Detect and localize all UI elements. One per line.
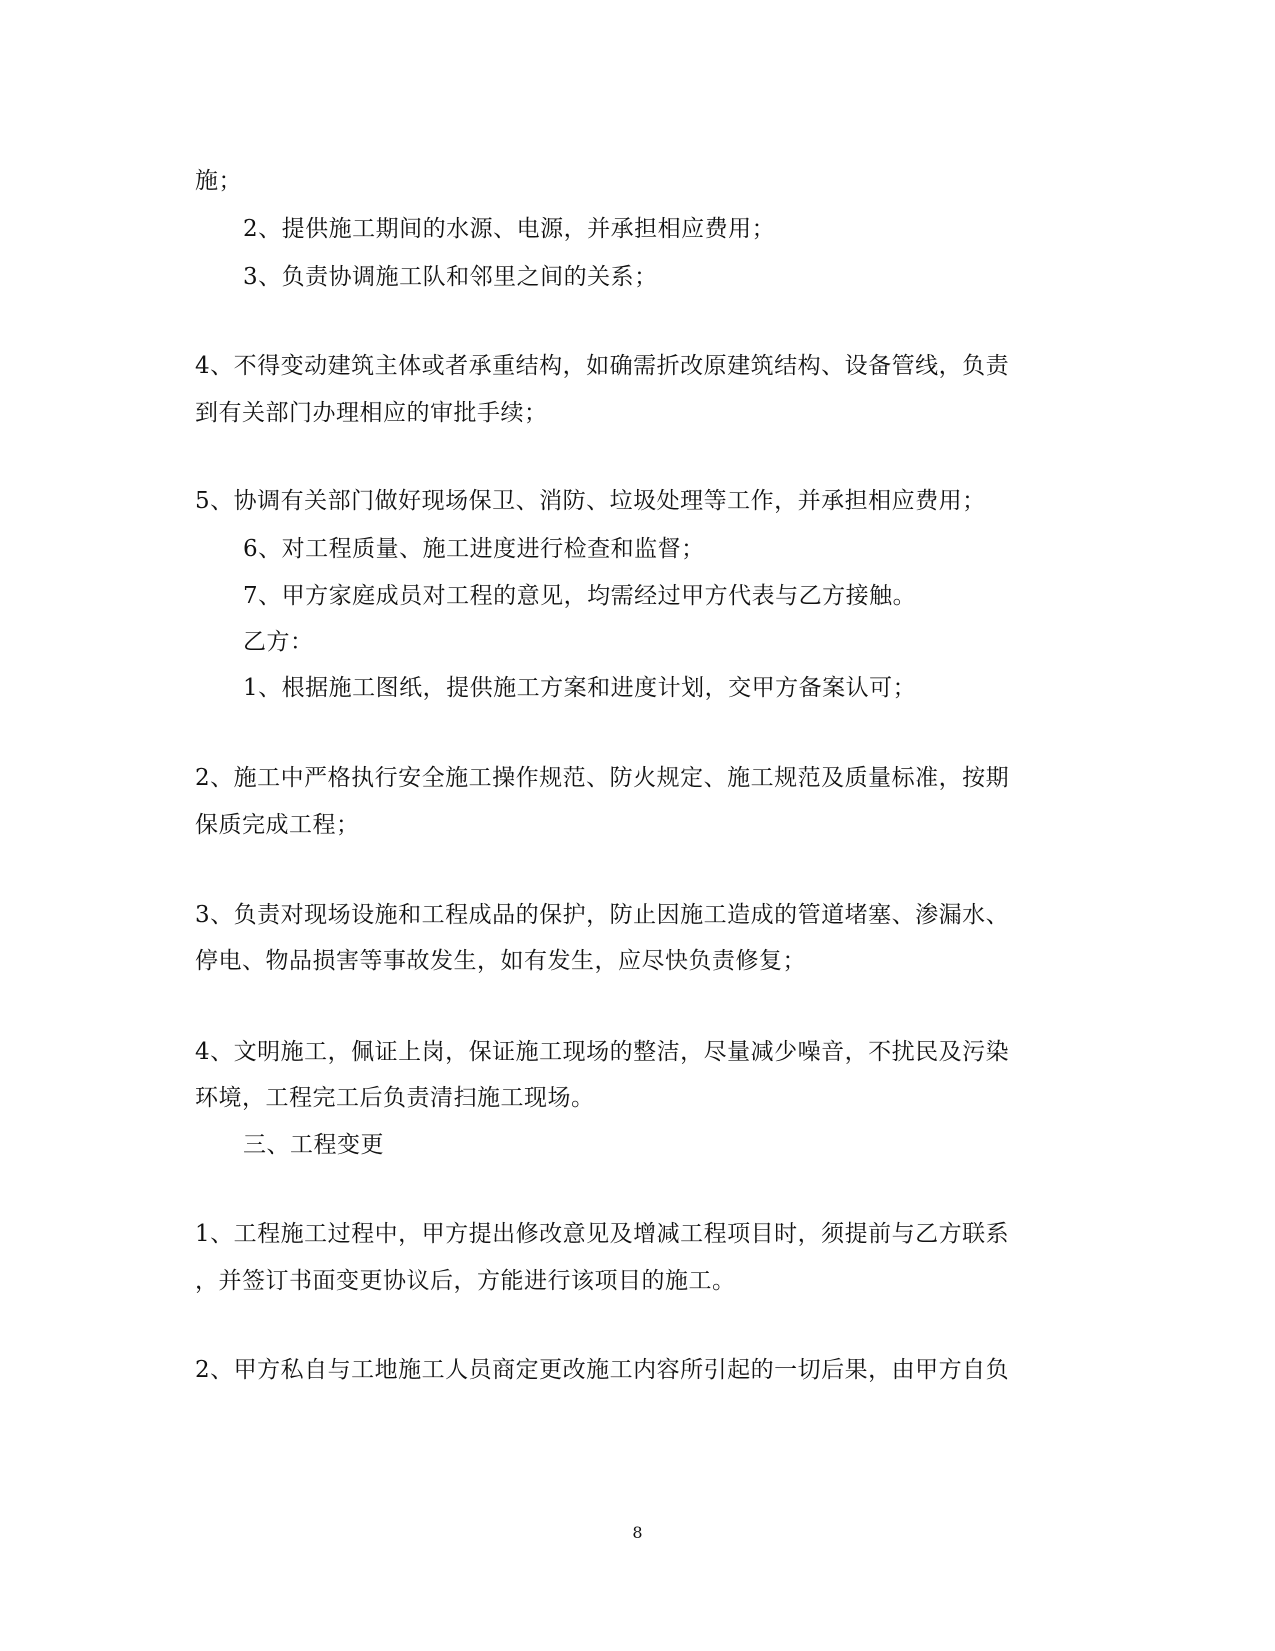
text-line: 施； <box>195 168 242 194</box>
page-number: 8 <box>632 1523 643 1542</box>
text-line: 7、甲方家庭成员对工程的意见，均需经过甲方代表与乙方接触。 <box>243 583 917 609</box>
text-line: 2、施工中严格执行安全施工操作规范、防火规定、施工规范及质量标准，按期 <box>195 765 1010 791</box>
text-line: 乙方： <box>243 629 314 655</box>
text-line: 1、根据施工图纸，提供施工方案和进度计划，交甲方备案认可； <box>243 675 917 701</box>
text-line: 4、文明施工，佩证上岗，保证施工现场的整洁，尽量减少噪音，不扰民及污染 <box>195 1039 1010 1065</box>
text-line: 6、对工程质量、施工进度进行检查和监督； <box>243 536 705 562</box>
text-line: 4、不得变动建筑主体或者承重结构，如确需折改原建筑结构、设备管线，负责 <box>195 353 1010 379</box>
text-line: 5、协调有关部门做好现场保卫、消防、垃圾处理等工作，并承担相应费用； <box>195 488 986 514</box>
text-line: 3、负责对现场设施和工程成品的保护，防止因施工造成的管道堵塞、渗漏水、 <box>195 902 1010 928</box>
text-line: ，并签订书面变更协议后，方能进行该项目的施工。 <box>195 1268 736 1294</box>
section-heading: 三、工程变更 <box>243 1132 384 1158</box>
text-line: 停电、物品损害等事故发生，如有发生，应尽快负责修复； <box>195 948 806 974</box>
text-line: 1、工程施工过程中，甲方提出修改意见及增减工程项目时，须提前与乙方联系 <box>195 1221 1010 1247</box>
text-line: 2、提供施工期间的水源、电源，并承担相应费用； <box>243 216 776 242</box>
text-line: 到有关部门办理相应的审批手续； <box>195 400 548 426</box>
text-line: 保质完成工程； <box>195 812 360 838</box>
text-line: 环境，工程完工后负责清扫施工现场。 <box>195 1085 595 1111</box>
text-line: 3、负责协调施工队和邻里之间的关系； <box>243 264 658 290</box>
text-line: 2、甲方私自与工地施工人员商定更改施工内容所引起的一切后果，由甲方自负 <box>195 1357 1010 1383</box>
